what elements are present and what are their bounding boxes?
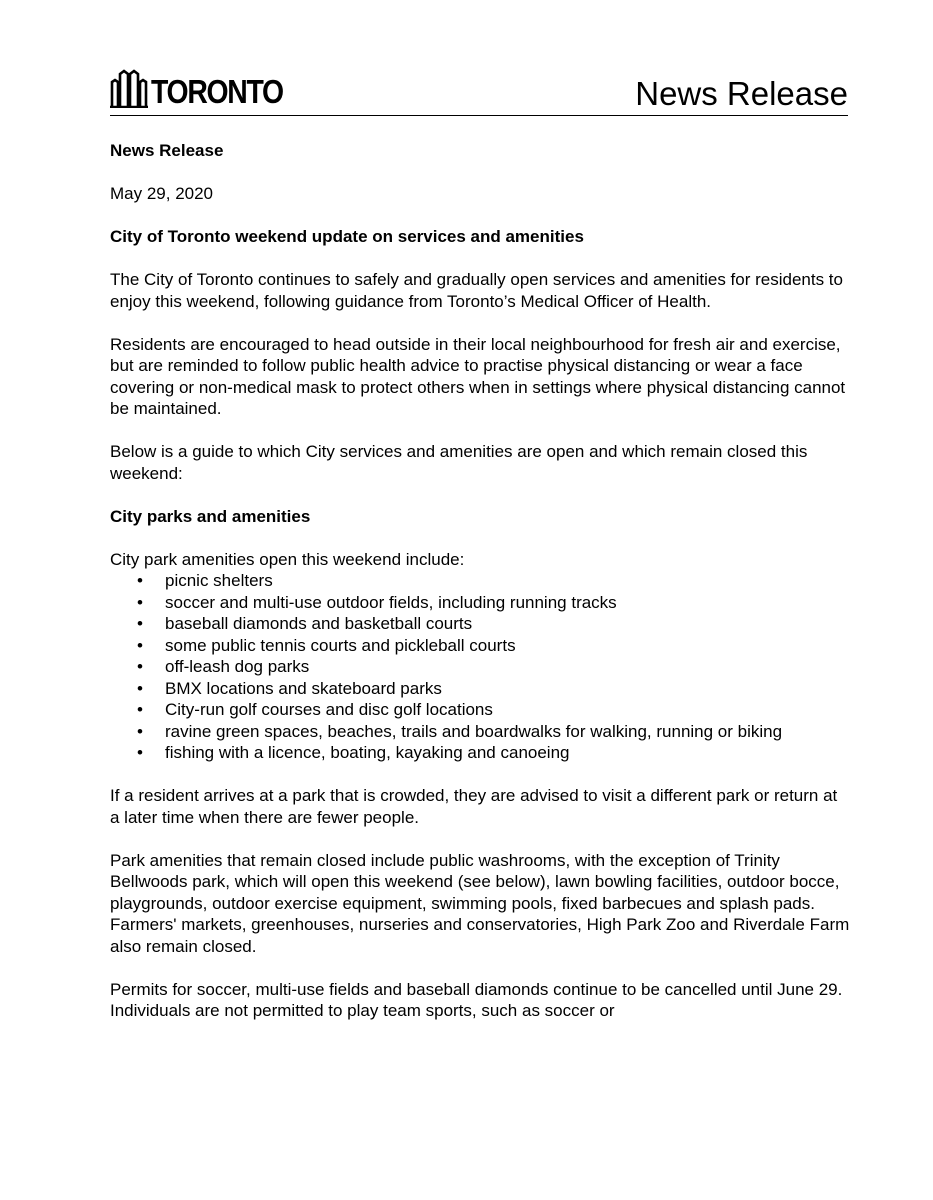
list-item: • baseball diamonds and basketball courts xyxy=(110,613,850,635)
paragraph-2: Residents are encouraged to head outside in their local neighbourhood for fresh air and exercise, but are reminded to follow public health advice to practise physical distancing or wear a face covering or non-medical mask to protect others when in settings where physical distancing cannot be maintained. xyxy=(110,334,846,418)
page-header xyxy=(110,64,848,116)
list-item: • some public tennis courts and pickleball courts xyxy=(110,635,850,657)
list-intro: City park amenities open this weekend include: xyxy=(110,549,465,569)
list-item: • soccer and multi-use outdoor fields, including running tracks xyxy=(110,592,850,614)
document-body xyxy=(110,140,850,1043)
header-title: News Release xyxy=(635,75,848,112)
paragraph-1: The City of Toronto continues to safely and gradually open services and amenities for residents to enjoy this weekend, following guidance from Toronto’s Medical Officer of Health. xyxy=(110,270,843,311)
list-item: • ravine green spaces, beaches, trails and boardwalks for walking, running or biking xyxy=(110,721,850,743)
paragraph-6: Permits for soccer, multi-use fields and baseball diamonds continue to be cancelled until June 29. Individuals are not permitted to play team sports, such as soccer or xyxy=(110,979,843,1020)
paragraph-4: If a resident arrives at a park that is crowded, they are advised to visit a different park or return at a later time when there are fewer people. xyxy=(110,786,838,827)
city-hall-icon xyxy=(110,68,148,108)
logo-wordmark: TORONTO xyxy=(151,73,283,110)
open-amenities-list xyxy=(110,570,850,764)
toronto-logo xyxy=(110,64,304,108)
list-item: • off-leash dog parks xyxy=(110,656,850,678)
paragraph-5: Park amenities that remain closed include public washrooms, with the exception of Trinity Bellwoods park, which will open this weekend (see below), lawn bowling facilities, outdoor bocce, playgrounds, outdoor exercise equipment, swimming pools, fixed barbecues and splash pads. Farmers' markets, greenhouses, nurseries and conservatories, High Park Zoo and Riverdale Farm also remain closed. xyxy=(110,850,850,956)
header-divider xyxy=(110,115,848,116)
doc-date: May 29, 2020 xyxy=(110,184,214,203)
section-heading-parks: City parks and amenities xyxy=(110,506,311,526)
doc-label: News Release xyxy=(110,141,224,160)
list-item: • picnic shelters xyxy=(110,570,850,592)
doc-headline: City of Toronto weekend update on services and amenities xyxy=(110,227,584,246)
list-item: • City-run golf courses and disc golf locations xyxy=(110,699,850,721)
list-item: • BMX locations and skateboard parks xyxy=(110,678,850,700)
list-item: • fishing with a licence, boating, kayaking and canoeing xyxy=(110,742,850,764)
paragraph-3: Below is a guide to which City services and amenities are open and which remain closed this weekend: xyxy=(110,442,808,483)
